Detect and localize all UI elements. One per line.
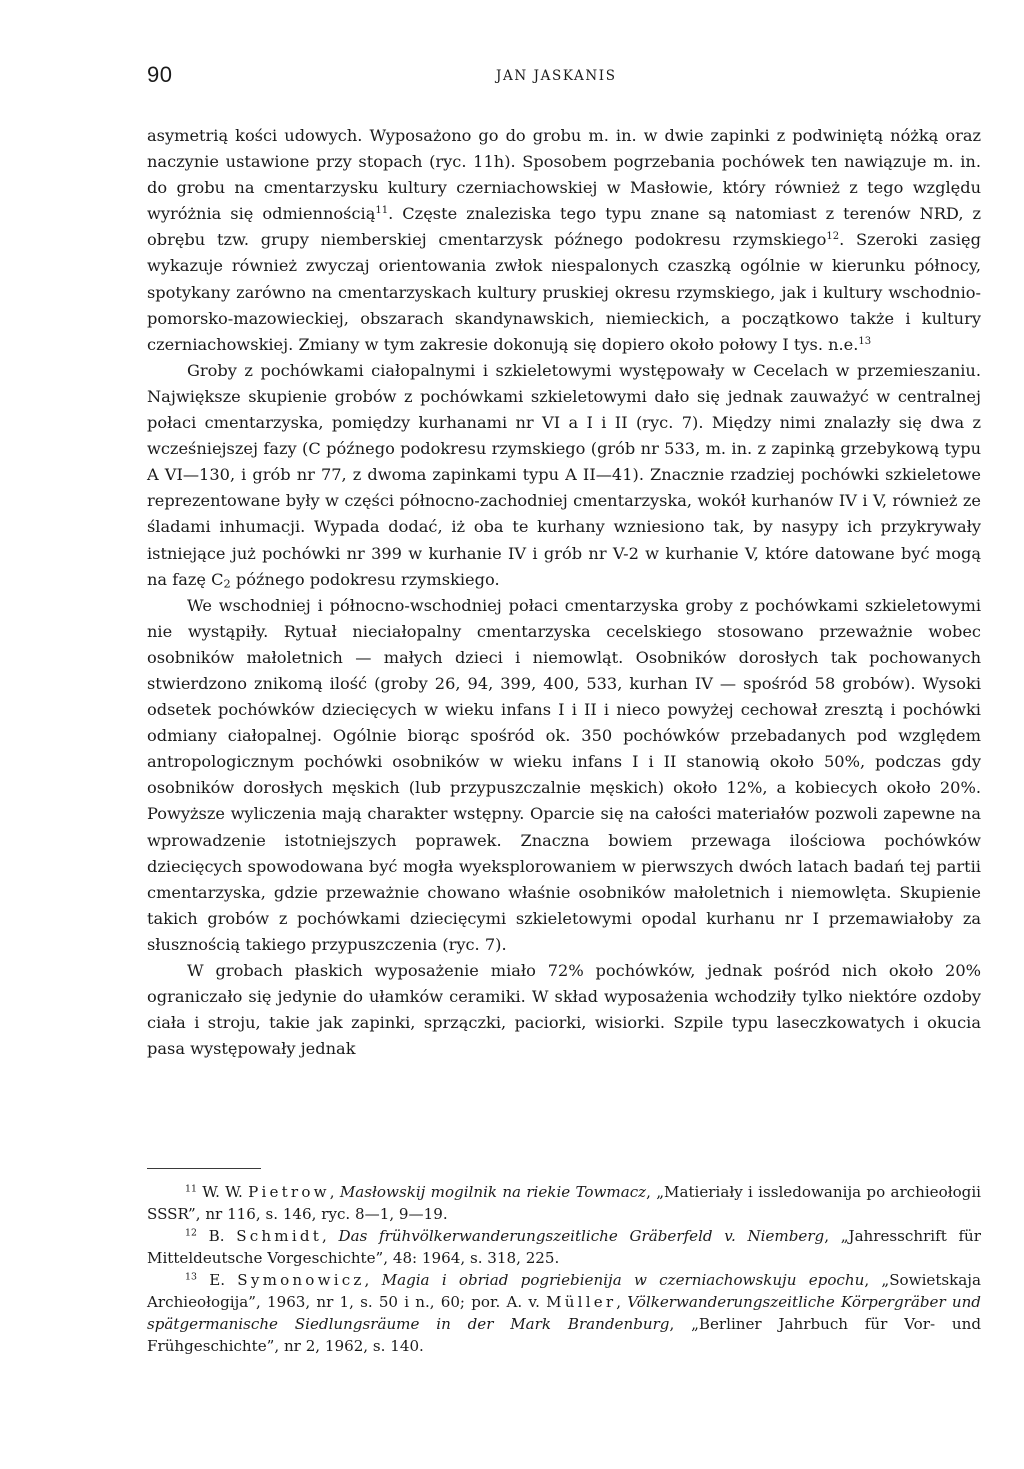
footnote-12 xyxy=(147,1225,981,1269)
subscript: 2 xyxy=(223,575,231,590)
author-name: Müller xyxy=(546,1293,617,1311)
separator: , xyxy=(616,1293,628,1311)
work-title: Masłowskij mogilnik na riekie Towmacz xyxy=(339,1183,647,1201)
citation-rest: , „Jahresschrift für Mitteldeutsche Vorgeschichte”, 48: 1964, s. 318, 225. xyxy=(147,1227,981,1267)
paragraph-4: W grobach płaskich wyposażenie miało 72% pochówków, jednak pośród nich około 20% ograniczało się jedynie do ułamków ceramiki. W skład wyposażenia wchodziły tylko niektóre ozdoby ciała i stroju, takie jak zapinki, sprzączki, paciorki, wisiorki. Szpile typu laseczkowatych i okucia pasa występowały jednak xyxy=(147,961,981,1059)
author-initials: E. xyxy=(209,1271,238,1289)
footnote-number: 12 xyxy=(185,1227,197,1239)
separator: , xyxy=(321,1227,339,1245)
paragraph-2 xyxy=(147,358,981,593)
work-title: Magia i obriad pogriebienija w czerniachowskuju epochu xyxy=(381,1271,865,1289)
footnote-ref-11: 11 xyxy=(375,205,389,217)
paragraph-1 xyxy=(147,123,981,358)
author-name: Schmidt xyxy=(236,1227,322,1245)
author-name: Symonowicz xyxy=(237,1271,365,1289)
author-initials: B. xyxy=(208,1227,237,1245)
paragraph-text: późnego podokresu rzymskiego. xyxy=(230,569,500,589)
citation-mid: , „Sowietskaja Archieołogija”, 1963, nr 1, s. 50 i n., 60; por. A. v. xyxy=(147,1271,981,1311)
footnote-ref-12: 12 xyxy=(826,231,840,243)
author-name: Pietrow xyxy=(248,1183,330,1201)
body-text xyxy=(147,123,981,1062)
page-header xyxy=(147,62,981,98)
footnote-number: 11 xyxy=(185,1183,197,1195)
footnote-ref-13: 13 xyxy=(858,335,872,347)
paragraph-text: . Szeroki zasięg wykazuje również zwyczaj orientowania zwłok niespalonych czaszką ogólnie w kierunku północy, spotykany zarówno na cmentarzyskach kultury pruskiej okresu rzymskiego, jak i kultury wschodnio-pomorsko-mazowieckiej, obszarach skandynawskich, niemieckich, a początkowo także i kultury czerniachowskiej. Zmiany w tym zakresie dokonują się dopiero około połowy I tys. n.e. xyxy=(147,230,981,354)
page-number: 90 xyxy=(147,62,173,87)
paragraph-text: Groby z pochówkami ciałopalnymi i szkieletowymi występowały w Cecelach w przemieszaniu. Największe skupienie grobów z pochówkami szkieletowymi dało się jednak zauważyć w centralnej połaci cmentarzyska, pomiędzy kurhanami nr VI a I i II (ryc. 7). Między nimi znalazły się dwa z wcześniejszej fazy (C późnego podokresu rzymskiego (grób nr 533, m. in. z zapinką grzebykową typu A VI—130, i grób nr 77, z dwoma zapinkami typu A II—41). Znacznie rzadziej pochówki szkieletowe reprezentowane były w części północno-zachodniej cmentarzyska, wokół kurhanów IV i V, również ze śladami inhumacji. Wypada dodać, iż oba te kurhany wzniesiono tak, by nasypy ich przykrywały istniejące już pochówki nr 399 w kurhanie IV i grób nr V-2 w kurhanie V, które datowane być mogą na fazę C xyxy=(147,360,981,589)
author-initials: W. W. xyxy=(202,1183,249,1201)
separator: , xyxy=(329,1183,340,1201)
paragraph-3: We wschodniej i północno-wschodniej połaci cmentarzyska groby z pochówkami szkieletowymi nie wystąpiły. Rytuał niеciałopalny cmentarzyska cecelskiego stosowano przeważnie wobec osobników małoletnich — małych dzieci i niemowląt. Osobników dorosłych tak pochowanych stwierdzono znikomą ilość (groby 26, 94, 399, 400, 533, kurhan IV — spośród 58 grobów). Wysoki odsetek pochówków dziecięcych w wieku infans I i II i nieco powyżej cechował zresztą i pochówki odmiany ciałopalnej. Ogólnie biorąc spośród ok. 350 pochówków przebadanych pod względem antropologicznym pochówki osobników w wieku infans I i II stanowią około 50%, podczas gdy osobników dorosłych męskich (lub przypuszczalnie męskich) około 12%, a kobiecych około 20%. Powyższe wyliczenia mają charakter wstępny. Oparcie się na całości materiałów pozwoli zapewne na wprowadzenie istotniejszych poprawek. Znaczna bowiem przewaga ilościowa pochówków dziecięcych spowodowana być mogła wyeksplorowaniem w pierwszych dwóch latach badań tej partii cmentarzyska, gdzie przeważnie chowano właśnie osobników małoletnich i niemowlęta. Skupienie takich grobów z pochówkami dziecięcymi szkieletowymi opodal kurhanu nr I przemawiałoby za słusznością takiego przypuszczenia (ryc. 7). xyxy=(147,595,981,954)
work-title: Das frühvölkerwanderungszeitliche Gräberfeld v. Niemberg xyxy=(338,1227,825,1245)
citation-rest: , „Berliner Jahrbuch für Vor- und Frühgeschichte”, nr 2, 1962, s. 140. xyxy=(147,1315,981,1355)
running-head: JAN JASKANIS xyxy=(496,68,617,84)
paragraph-text: . Częste znaleziska tego typu znane są natomiast z terenów NRD, z obrębu tzw. grupy niemberskiej cmentarzysk późnego podokresu rzymskiego xyxy=(147,204,982,250)
footnote-13 xyxy=(147,1269,981,1357)
separator: , xyxy=(364,1271,382,1289)
footnotes xyxy=(147,1181,981,1357)
footnote-11 xyxy=(147,1181,981,1225)
footnote-divider xyxy=(147,1168,261,1169)
footnote-number: 13 xyxy=(185,1271,197,1283)
work-title: Völkerwanderungszeitliche Körpergräber und spätgermanische Siedlungsräume in der Mark Brandenburg xyxy=(147,1293,981,1333)
citation-rest: , „Matieriały i issledowanija po archieołogii SSSR”, nr 116, s. 146, ryc. 8—1, 9—19. xyxy=(147,1183,981,1223)
paragraph-text: asymetrią kości udowych. Wyposażono go do grobu m. in. w dwie zapinki z podwiniętą nóżką oraz naczynie ustawione przy stopach (ryc. 11h). Sposobem pogrzebania pochówek ten nawiązuje m. in. do grobu na cmentarzysku kultury czerniachowskiej w Masłowie, który również z tego względu wyróżnia się odmiennością xyxy=(147,126,981,224)
